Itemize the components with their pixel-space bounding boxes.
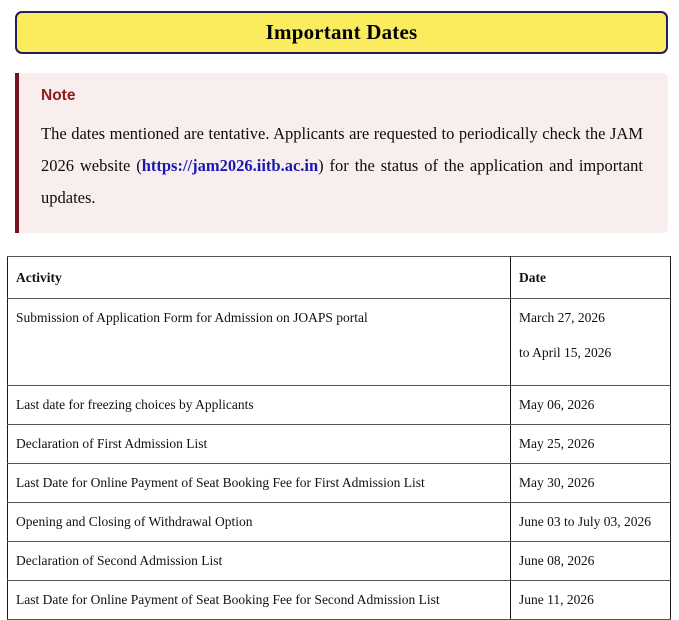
table-row (8, 503, 671, 542)
table-row (8, 425, 671, 464)
table-row (8, 386, 671, 425)
cell-activity: Declaration of Second Admission List (8, 542, 511, 581)
cell-activity: Last Date for Online Payment of Seat Booking Fee for Second Admission List (8, 581, 511, 620)
cell-date: June 03 to July 03, 2026 (511, 503, 671, 542)
note-heading: Note (41, 87, 76, 104)
cell-date (511, 299, 671, 386)
page-title: Important Dates (265, 20, 418, 44)
cell-activity: Submission of Application Form for Admission on JOAPS portal (8, 299, 511, 386)
jam-website-link[interactable]: https://jam2026.iitb.ac.in (141, 156, 319, 176)
table-header-row (8, 257, 671, 299)
cell-activity: Declaration of First Admission List (8, 425, 511, 464)
cell-date-line-1: March 27, 2026 (519, 310, 605, 325)
cell-activity: Last date for freezing choices by Applicants (8, 386, 511, 425)
cell-date: June 08, 2026 (511, 542, 671, 581)
cell-date: May 25, 2026 (511, 425, 671, 464)
note-content (19, 73, 668, 225)
table-header (8, 257, 671, 299)
cell-activity: Opening and Closing of Withdrawal Option (8, 503, 511, 542)
important-dates-table (7, 256, 671, 620)
column-header-date: Date (511, 257, 671, 299)
cell-date: May 30, 2026 (511, 464, 671, 503)
column-header-activity: Activity (8, 257, 511, 299)
cell-date: June 11, 2026 (511, 581, 671, 620)
table-row (8, 299, 671, 386)
cell-date-line-2: to April 15, 2026 (519, 344, 612, 360)
table-row (8, 464, 671, 503)
cell-activity: Last Date for Online Payment of Seat Booking Fee for First Admission List (8, 464, 511, 503)
note-body (41, 118, 643, 215)
table-row (8, 542, 671, 581)
cell-date: May 06, 2026 (511, 386, 671, 425)
table-body (8, 299, 671, 620)
table-row (8, 581, 671, 620)
note-text-before-link: The dates mentioned are tentative. Applicants are requested to periodically check the JAM 2026 website ( (41, 124, 643, 176)
note-callout (15, 73, 668, 233)
page-title-banner (15, 11, 668, 54)
note-text-after-link: ) for the status of the application and important updates. (41, 156, 643, 208)
